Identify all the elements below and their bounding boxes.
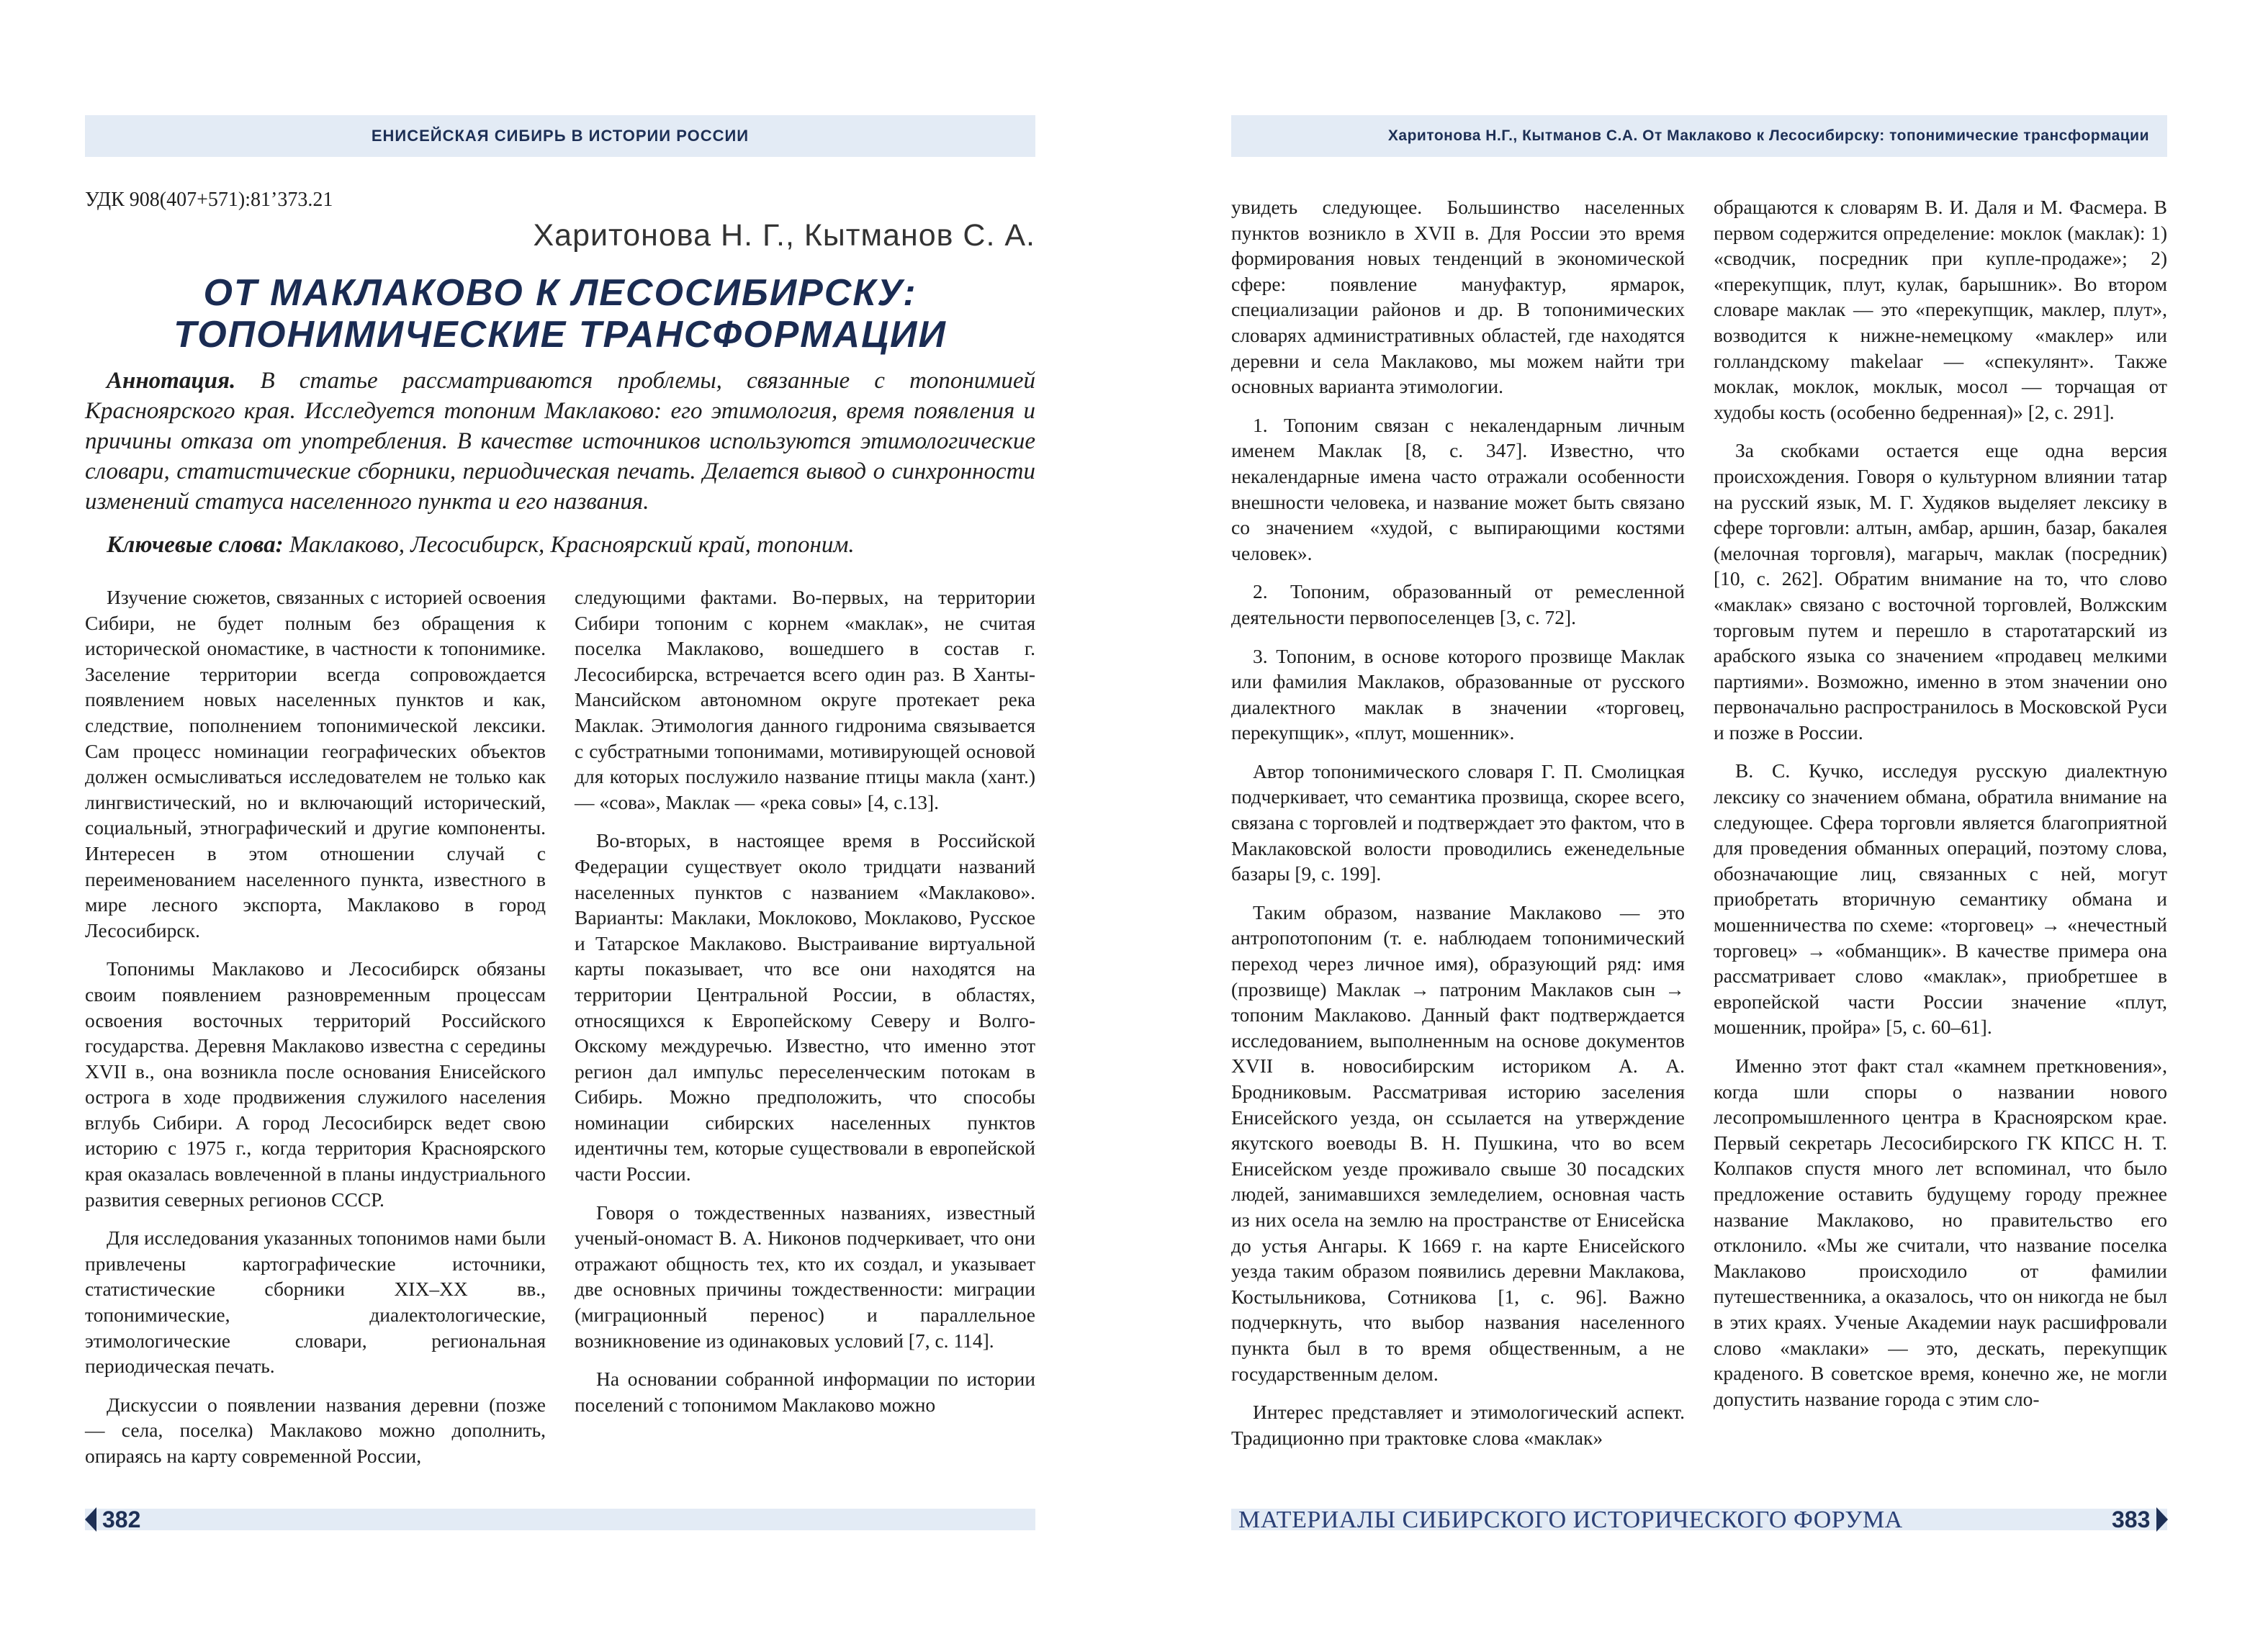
paragraph: Топонимы Маклаково и Лесосибирск обязаны своим появлением разновременным процессам освоения восточных территорий Российского государства. Деревня Маклаково известна с середины XVII в., она возникла после основания Енисейского острога в ходе продвижения служилого населения вглубь Сибири. А город Лесосибирск ведет свою историю с 1975 г., когда территория Красноярского края оказалась вовлеченной в планы индустриального развития северных регионов СССР. [85, 957, 546, 1211]
paragraph: Изучение сюжетов, связанных с историей освоения Сибири, не будет полным без обращения к исторической ономастике, в частности к топонимике. Заселение территории всегда сопровождается появлением новых населенных пунктов и как, следствие, пополнением топонимической лексики. Сам процесс номинации географических объектов должен осмысливаться исследователем не только как лингвистический, но и включающий исторический, социальный, этнографический и другие компоненты. Интересен в этом отношении случай с переименованием населенного пункта, известного в мире лесного экспорта, Маклаково в город Лесосибирск. [85, 586, 546, 941]
page-number-right: 383 [2112, 1507, 2151, 1532]
page-number-left: 382 [102, 1507, 141, 1532]
paragraph: 3. Топоним, в основе которого прозвище Маклак или фамилия Маклаков, образованные от русского диалектного маклак в значении «торговец, перекупщик», «плут, мошенник». [1231, 644, 1685, 744]
paragraph: увидеть следующее. Большинство населенных пунктов возникло в XVII в. Для России это время формирования новых тенденций в экономической сфере: появление мануфактур, ярмарок, специализации районов и др. В топонимических словарях административных областей, где находятся деревни и села Маклаково, мы можем найти три основных варианта этимологии. [1231, 196, 1685, 398]
article-title-line1: ОТ МАКЛАКОВО К ЛЕСОСИБИРСКУ: [203, 272, 917, 314]
text-column-1 [85, 584, 546, 1482]
article-title-line2: ТОПОНИМИЧЕСКИЕ ТРАНСФОРМАЦИИ [174, 314, 947, 356]
udc-code: УДК 908(407+571):81’373.21 [85, 189, 333, 211]
running-header-right-text: Харитонова Н.Г., Кытманов С.А. От Маклаково к Лесосибирску: топонимические трансформации [1387, 127, 2149, 144]
paragraph: 2. Топоним, образованный от ремесленной деятельности первопоселенцев [3, с. 72]. [1231, 580, 1685, 628]
abstract-label: Аннотация. [107, 368, 236, 394]
running-header-right [1231, 115, 2167, 157]
paragraph: В. С. Кучко, исследуя русскую диалектную лексику со значением обмана, обратила внимание на следующее. Сфера торговли является благоприятной для проведения обманных операций, поэтому слова, обозначающие лиц, связанных с ней, могут приобретать вторичную семантику обмана и мошенничества по схеме: «торговец» → «нечестный торговец» → «обманщик». В качестве примера она рассматривает слово «маклак», приобретшее в европейской части России значение «плут, мошенник, пройра» [5, с. 60–61]. [1714, 759, 2167, 1039]
article-authors: Харитонова Н. Г., Кытманов С. А. [533, 218, 1035, 253]
text-column-3 [1231, 194, 1685, 1463]
paragraph: Таким образом, название Маклаково — это антропотопоним (т. е. наблюдаем топонимический переход через личное имя), образующий ряд: имя (прозвище) Маклак → патроним Маклаков сын → топоним Маклаково. Данный факт подтверждается исследованием, выполненным на основе документов XVII в. новосибирским историком А. А. Бродниковым. Рассматривая историю заселения Енисейского уезда, он ссылается на утверждение якутского воеводы В. Н. Пушкина, что во всем Енисейском уезде проживало свыше 30 посадских людей, занимавшихся земледелием, основная часть из них осела на землю на пространстве от Енисейска до устья Ангары. К 1669 г. на карте Енисейского уезда таким образом появились деревни Маклакова, Костыльникова, Сотникова [1, с. 96]. Важно подчеркнуть, что выбор названия населенного пункта был в то время общественным, а не государственным делом. [1231, 900, 1685, 1385]
abstract-text: В статье рассматриваются проблемы, связанные с топонимией Красноярского края. Исследуется топоним Маклаково: его этимология, время появления и причины отказа от употребления. В качестве источников используются этимологические словари, статистические сборники, периодическая печать. Делается вывод о синхронности изменений статуса населенного пункта и его названия. [85, 368, 1036, 515]
paragraph: За скобками остается еще одна версия происхождения. Говоря о культурном влиянии татар на русский язык, М. Г. Худяков выделяет лексику в сфере торговли: алтын, амбар, аршин, базар, бакалея (мелочная торговля), магарыч, маклак (посредник) [10, с. 262]. Обратим внимание на то, что слово «маклак» связано с восточной торговлей, Волжским торговым путем и перешло в старотатарский из арабского языка со значением «продавец мелкими партиями». Возможно, именно в этом значении оно первоначально распространилось в Московской Руси и позже в России. [1714, 439, 2167, 744]
keywords [85, 530, 1035, 560]
running-header-left [85, 115, 1035, 157]
paragraph: Во-вторых, в настоящее время в Российской Федерации существует около тридцати названий населенных пунктов с названием «Маклаково». Варианты: Маклаки, Моклоково, Моклаково, Русское и Татарское Маклаково. Выстраивание виртуальной карты показывает, что все они находятся на территории Центральной России, в областях, относящихся к Европейскому Северу и Волго-Окскому междуречью. Известно, что именно этот регион дал импульс переселенческим потокам в Сибирь. Можно предположить, что способы номинации сибирских населенных пунктов идентичны тем, которые существовали в европейской части России. [575, 829, 1035, 1185]
paragraph: Говоря о тождественных названиях, известный ученый-ономаст В. А. Никонов подчеркивает, что они отражают общность тех, кто их создал, и указывает две основных причины тождественности: миграции (миграционный перенос) и параллельное возникновение из одинаковых условий [7, с. 114]. [575, 1201, 1035, 1352]
journal-title: МАТЕРИАЛЫ СИБИРСКОГО ИСТОРИЧЕСКОГО ФОРУМА [1238, 1507, 1903, 1533]
paragraph: Интерес представляет и этимологический аспект. Традиционно при трактовке слова «маклак» [1231, 1401, 1685, 1449]
paragraph: следующими фактами. Во-первых, на территории Сибири топоним с корнем «маклак», не считая поселка Маклаково, вошедшего в состав г. Лесосибирска, встречается всего один раз. В Ханты-Мансийском автономном округе протекает река Маклак. Этимология данного гидронима связывается с субстратными топонимами, мотивирующей основой для которых послужило название птицы макла (хант.) — «сова», Маклак — «река совы» [4, с.13]. [575, 586, 1035, 813]
running-header-left-text: ЕНИСЕЙСКАЯ СИБИРЬ В ИСТОРИИ РОССИИ [371, 127, 750, 145]
chevron-left-icon [85, 1507, 96, 1532]
paragraph: 1. Топоним связан с некалендарным личным именем Маклак [8, с. 347]. Известно, что некалендарные имена часто отражали особенности внешности человека, и название может быть связано со значением «худой, с выпирающими костями человек». [1231, 413, 1685, 564]
footer-bar-left [85, 1509, 1035, 1530]
chevron-right-icon [2156, 1507, 2168, 1532]
article-title [85, 272, 1035, 356]
paragraph: Для исследования указанных топонимов нами были привлечены картографические источники, статистические сборники XIX–XX вв., топонимические, диалектологические, этимологические словари, региональная периодическая печать. [85, 1227, 546, 1378]
text-column-2 [575, 584, 1035, 1430]
paragraph: Именно этот факт стал «камнем преткновения», когда шли споры о названии нового лесопромышленного центра в Красноярском крае. Первый секретарь Лесосибирского ГК КПСС Н. Т. Колпаков спустя много лет вспоминал, что было предложение оставить будущему городу прежнее название Маклаково, но правительство его отклонило. «Мы же считали, что название поселка Маклаково происходило от фамилии путешественника, а оказалось, что он никогда не был в этих краях. Ученые Академии наук расшифровали слово «маклаки» — это, дескать, перекупщик краденого. В советское время, конечно же, не могли допустить название города с этим сло- [1714, 1054, 2167, 1410]
abstract-block [85, 366, 1035, 573]
keywords-text: Маклаково, Лесосибирск, Красноярский край, топоним. [289, 532, 855, 558]
paragraph: Дискуссии о появлении названия деревни (позже — села, поселка) Маклаково можно дополнить, опираясь на карту современной России, [85, 1393, 546, 1467]
paragraph: На основании собранной информации по истории поселений с топонимом Маклаково можно [575, 1368, 1035, 1416]
right-page [1134, 0, 2268, 1644]
abstract [85, 366, 1035, 517]
keywords-label: Ключевые слова: [107, 532, 284, 558]
text-column-4 [1714, 194, 2167, 1424]
paragraph: Автор топонимического словаря Г. П. Смолицкая подчеркивает, что семантика прозвища, скорее всего, связана с торговлей и подтверждает это фактом, что в Маклаковской волости проводились еженедельные базары [9, с. 199]. [1231, 759, 1685, 885]
paragraph: обращаются к словарям В. И. Даля и М. Фасмера. В первом содержится определение: моклок (маклак): 1) «сводчик, посредник при купле-продаже»; 2) «перекупщик, плут, кулак, барышник». Во втором словаре маклак — это «перекупщик, маклер, плут», возводится к нижне-немецкому «маклер» или голландскому makelaar — «спекулянт». Также моклак, моклок, моклык, мосол — торчащая от худобы кость (особенно бедренная)» [2, с. 291]. [1714, 196, 2167, 423]
